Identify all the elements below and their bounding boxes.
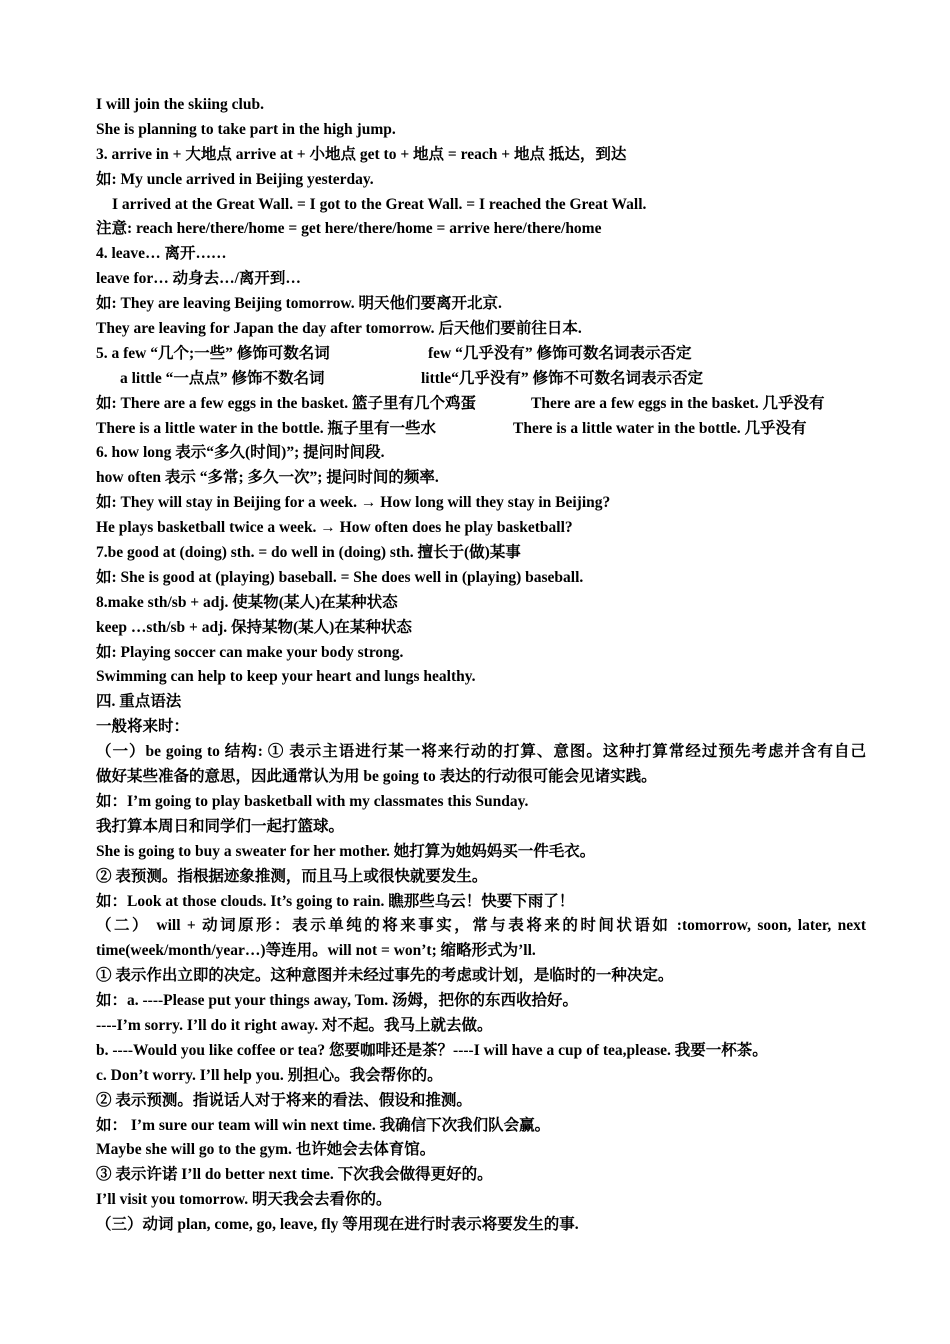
text-line: c. Don’t worry. I’ll help you. 别担心。我会帮你的。 xyxy=(96,1066,443,1084)
text-line-columns xyxy=(96,417,866,442)
column-left: 5. a few “几个;一些” 修饰可数名词 xyxy=(96,344,330,362)
text-line: 6. how long 表示“多久(时间)”; 提问时间段. xyxy=(96,444,385,462)
text-line-columns xyxy=(96,392,866,417)
text-line: 我打算本周日和同学们一起打篮球。 xyxy=(96,817,345,835)
text-line: how often 表示 “多常; 多久一次”; 提问时间的频率. xyxy=(96,469,439,487)
text-line: 如：a. ----Please put your things away, Tom. 汤姆，把你的东西收拾好。 xyxy=(96,992,578,1010)
text-line: 4. leave… 离开…… xyxy=(96,245,227,263)
text-line: 8.make sth/sb + adj. 使某物(某人)在某种状态 xyxy=(96,593,398,611)
text-line: leave for… 动身去…/离开到… xyxy=(96,270,301,288)
text-line: Swimming can help to keep your heart and lungs healthy. xyxy=(96,668,476,686)
text-line: ② 表预测。指根据迹象推测，而且马上或很快就要发生。 xyxy=(96,867,488,885)
text-line: 3. arrive in + 大地点 arrive at + 小地点 get to + 地点 = reach + 地点 抵达，到达 xyxy=(96,145,627,163)
column-right: little“几乎没有” 修饰不可数名词表示否定 xyxy=(421,369,703,387)
column-right: There is a little water in the bottle. 几乎没有 xyxy=(513,419,807,437)
text-line-columns xyxy=(96,367,866,392)
section-heading: 四. 重点语法 xyxy=(96,693,182,711)
text-line: 如: They are leaving Beijing tomorrow. 明天他们要离开北京. xyxy=(96,295,502,313)
text-line: 7.be good at (doing) sth. = do well in (doing) sth. 擅长于(做)某事 xyxy=(96,544,521,562)
text-line: I arrived at the Great Wall. = I got to the Great Wall. = I reached the Great Wall. xyxy=(112,195,647,213)
column-left: There is a little water in the bottle. 瓶子里有一些水 xyxy=(96,419,436,437)
text-line: 如：Look at those clouds. It’s going to rain. 瞧那些乌云！快要下雨了！ xyxy=(96,892,575,910)
text-line: ① 表示作出立即的决定。这种意图并未经过事先的考虑或计划，是临时的一种决定。 xyxy=(96,967,674,985)
text-line: （二） will + 动词原形：表示单纯的将来事实，常与表将来的时间状语如 :tomorrow, soon, later, next xyxy=(96,917,866,935)
text-line: 如： I’m sure our team will win next time. 我确信下次我们队会赢。 xyxy=(96,1116,551,1134)
document-page xyxy=(96,93,866,1238)
text-line: （一）be going to 结构: ① 表示主语进行某一将来行动的打算、意图。这种打算常经过预先考虑并含有自己 xyxy=(96,743,866,761)
text-line: b. ----Would you like coffee or tea? 您要咖啡还是茶？----I will have a cup of tea,please. 我要一杯茶。 xyxy=(96,1041,768,1059)
text-line: 如: She is good at (playing) baseball. = She does well in (playing) baseball. xyxy=(96,568,584,586)
text-line: 如：I’m going to play basketball with my classmates this Sunday. xyxy=(96,792,529,810)
text-line: 如: My uncle arrived in Beijing yesterday. xyxy=(96,170,374,188)
text-line: （三）动词 plan, come, go, leave, fly 等用现在进行时表示将要发生的事. xyxy=(96,1216,579,1234)
text-line: Maybe she will go to the gym. 也许她会去体育馆。 xyxy=(96,1141,436,1159)
text-line: She is going to buy a sweater for her mother. 她打算为她妈妈买一件毛衣。 xyxy=(96,842,596,860)
text-line: 做好某些准备的意思，因此通常认为用 be going to 表达的行动很可能会见诸实践。 xyxy=(96,768,657,786)
text-line: keep …sth/sb + adj. 保持某物(某人)在某种状态 xyxy=(96,618,412,636)
subheading: 一般将来时： xyxy=(96,718,190,736)
column-right: few “几乎没有” 修饰可数名词表示否定 xyxy=(428,344,692,362)
text-line: I will join the skiing club. xyxy=(96,96,264,113)
text-line: She is planning to take part in the high jump. xyxy=(96,120,396,138)
column-right: There are a few eggs in the basket. 几乎没有 xyxy=(531,394,825,412)
text-line: 如: They will stay in Beijing for a week. → How long will they stay in Beijing? xyxy=(96,494,611,512)
text-line: 如: Playing soccer can make your body strong. xyxy=(96,643,404,661)
text-line: He plays basketball twice a week. → How often does he play basketball? xyxy=(96,519,573,537)
text-line: 注意: reach here/there/home = get here/there/home = arrive here/there/home xyxy=(96,220,602,238)
text-line: ----I’m sorry. I’ll do it right away. 对不起。我马上就去做。 xyxy=(96,1016,493,1034)
text-line: time(week/month/year…)等连用。will not = won’t; 缩略形式为’ll. xyxy=(96,942,536,960)
column-left: a little “一点点” 修饰不数名词 xyxy=(120,369,325,387)
text-line-columns xyxy=(96,342,866,367)
text-line: I’ll visit you tomorrow. 明天我会去看你的。 xyxy=(96,1191,392,1209)
text-line: They are leaving for Japan the day after tomorrow. 后天他们要前往日本. xyxy=(96,320,582,338)
text-line: ② 表示预测。指说话人对于将来的看法、假设和推测。 xyxy=(96,1091,472,1109)
text-line: ③ 表示许诺 I’ll do better next time. 下次我会做得更好的。 xyxy=(96,1166,493,1184)
column-left: 如: There are a few eggs in the basket. 篮子里有几个鸡蛋 xyxy=(96,394,477,412)
